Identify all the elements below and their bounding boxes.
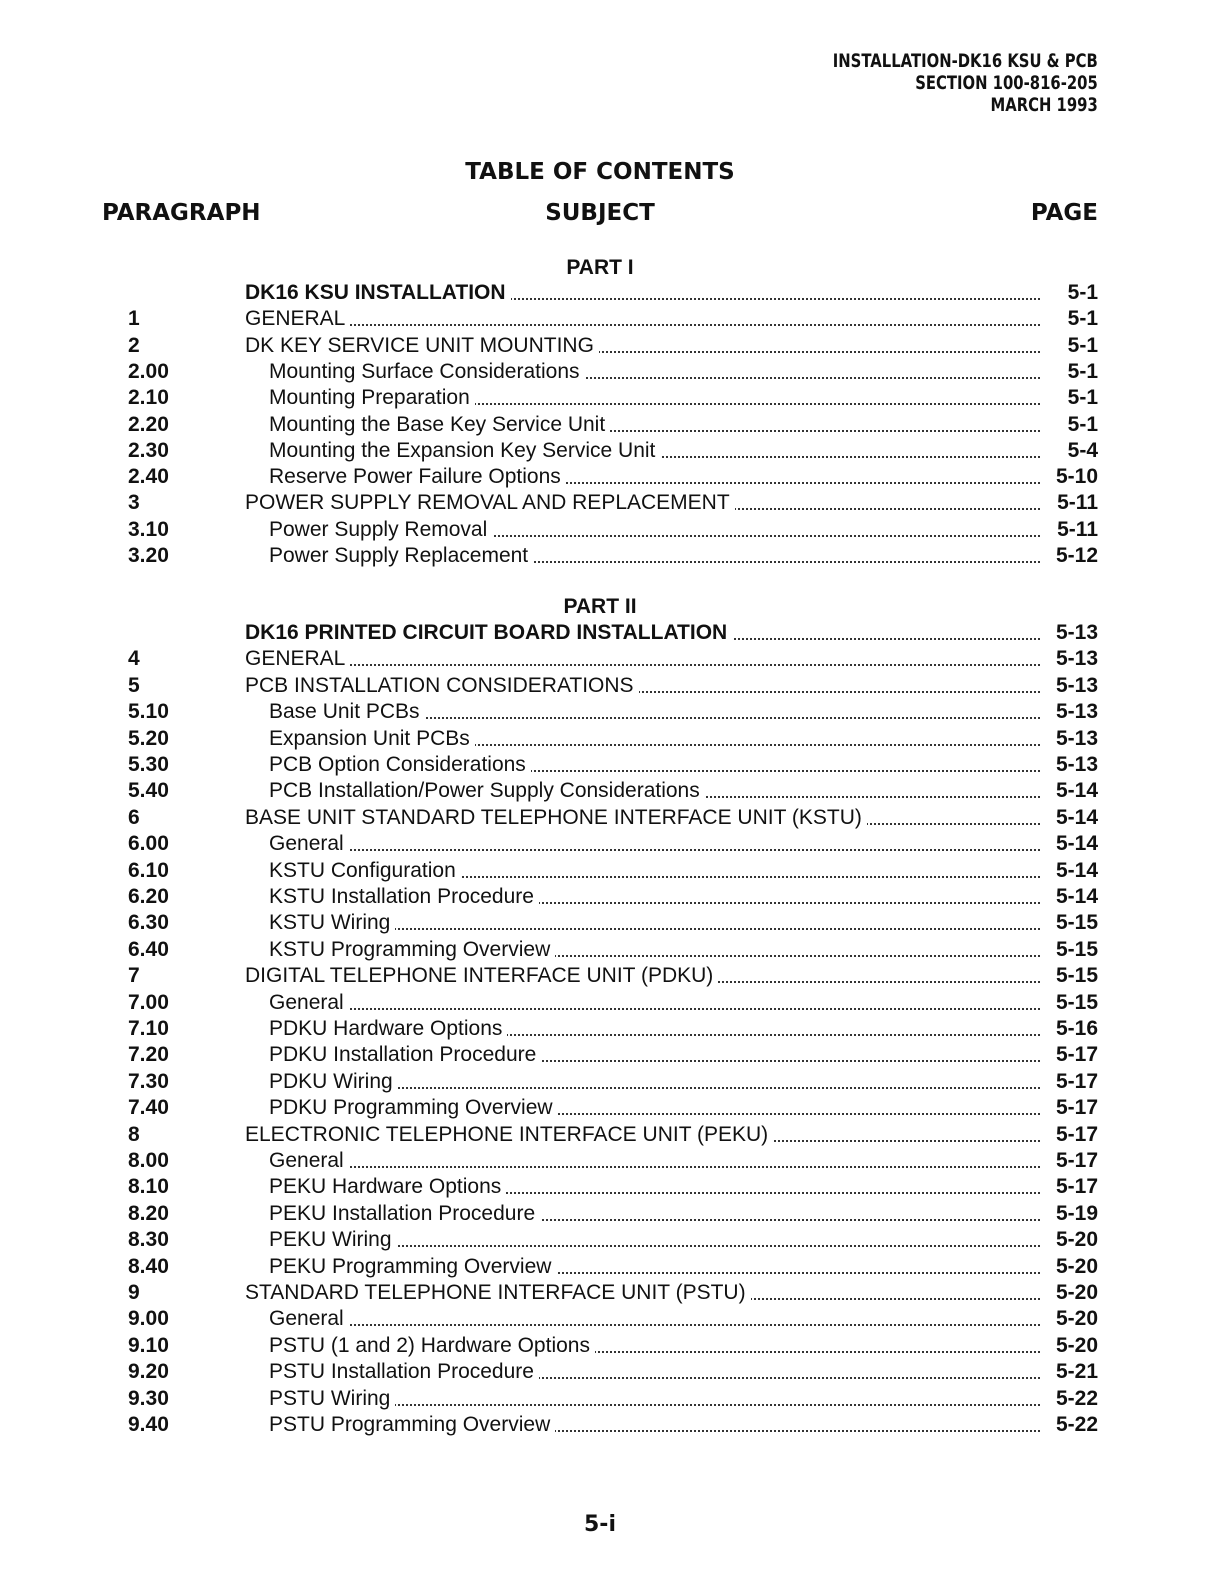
page-ref: 5-1 <box>1067 281 1098 304</box>
part-2-heading: PART II <box>563 595 637 618</box>
toc-row <box>0 699 1220 725</box>
column-heading-paragraph: PARAGRAPH <box>102 200 261 226</box>
page-ref: 5-4 <box>1067 438 1098 462</box>
page-ref: 5-12 <box>1055 544 1098 567</box>
paragraph-number: 8.30 <box>128 1228 169 1252</box>
toc-row <box>0 543 1220 569</box>
entry-subject: PEKU Installation Procedure <box>269 1202 540 1225</box>
entry-subject: Expansion Unit PCBs <box>269 727 475 750</box>
page-ref: 5-13 <box>1055 647 1098 671</box>
paragraph-number: 7.30 <box>128 1069 169 1093</box>
entry-subject: Mounting the Expansion Key Service Unit <box>269 439 660 462</box>
paragraph-number: 2.40 <box>128 465 169 489</box>
toc-row <box>0 1069 1220 1095</box>
toc-row <box>0 306 1220 332</box>
toc-entry <box>269 1069 1040 1095</box>
page-ref: 5-22 <box>1055 1413 1098 1436</box>
toc-row <box>0 1095 1220 1121</box>
toc-entry <box>269 1174 1040 1200</box>
header-line-3: MARCH 1993 <box>990 94 1098 116</box>
paragraph-number: 6 <box>128 805 140 829</box>
page-ref: 5-17 <box>1055 1175 1098 1199</box>
toc-entry <box>245 1122 1040 1148</box>
toc-entry <box>269 778 1040 804</box>
entry-subject: PSTU Wiring <box>269 1387 395 1410</box>
toc-entry <box>245 646 1040 672</box>
entry-subject: General <box>269 1307 349 1330</box>
toc-row <box>0 1227 1220 1253</box>
toc-entry <box>269 752 1040 778</box>
paragraph-number: 6.40 <box>128 937 169 961</box>
page-ref: 5-19 <box>1055 1201 1098 1225</box>
paragraph-number: 5 <box>128 673 140 697</box>
paragraph-number: 2 <box>128 333 140 357</box>
toc-entry <box>245 306 1040 332</box>
page-ref: 5-14 <box>1055 885 1098 908</box>
entry-subject: STANDARD TELEPHONE INTERFACE UNIT (PSTU) <box>245 1281 751 1304</box>
page-ref: 5-11 <box>1057 491 1098 515</box>
toc-row <box>0 620 1220 646</box>
document-header <box>833 50 1098 116</box>
page-ref: 5-14 <box>1055 858 1098 882</box>
page-ref: 5-17 <box>1055 1096 1098 1120</box>
paragraph-number: 9.30 <box>128 1386 169 1410</box>
toc-row <box>0 858 1220 884</box>
page-ref: 5-1 <box>1067 412 1098 436</box>
page-ref: 5-13 <box>1055 700 1098 724</box>
toc-row <box>0 490 1220 516</box>
page-title: TABLE OF CONTENTS <box>465 159 735 185</box>
page-ref: 5-14 <box>1055 832 1098 856</box>
page-ref: 5-13 <box>1055 726 1098 750</box>
paragraph-number: 8.40 <box>128 1254 169 1278</box>
page-ref: 5-14 <box>1055 805 1098 829</box>
toc-entry <box>269 412 1040 438</box>
toc-row <box>0 831 1220 857</box>
page-ref: 5-15 <box>1055 964 1098 988</box>
entry-subject: Mounting Surface Considerations <box>269 360 585 383</box>
page-ref: 5-15 <box>1055 911 1098 935</box>
toc-entry <box>269 726 1040 752</box>
entry-subject: POWER SUPPLY REMOVAL AND REPLACEMENT <box>245 491 735 514</box>
toc-row <box>0 1148 1220 1174</box>
header-line-2: SECTION 100-816-205 <box>915 72 1098 94</box>
page-ref: 5-13 <box>1055 753 1098 776</box>
page-ref: 5-1 <box>1067 386 1098 410</box>
page-ref: 5-13 <box>1055 621 1098 644</box>
toc-row <box>0 1386 1220 1412</box>
entry-subject: Reserve Power Failure Options <box>269 465 566 488</box>
paragraph-number: 6.20 <box>128 885 169 908</box>
page-ref: 5-17 <box>1055 1149 1098 1172</box>
entry-subject: GENERAL <box>245 307 350 330</box>
toc-row <box>0 412 1220 438</box>
entry-subject: PDKU Wiring <box>269 1070 398 1093</box>
paragraph-number: 6.00 <box>128 832 169 856</box>
paragraph-number: 2.10 <box>128 386 169 410</box>
header-line-1: INSTALLATION-DK16 KSU & PCB <box>832 50 1098 72</box>
entry-subject: Power Supply Replacement <box>269 544 533 567</box>
toc-entry <box>269 385 1040 411</box>
paragraph-number: 8.00 <box>128 1149 169 1172</box>
toc-entry <box>269 1359 1040 1385</box>
toc-entry <box>269 438 1040 464</box>
dot-leader <box>269 849 1040 851</box>
toc-row <box>0 937 1220 963</box>
toc-entry <box>269 831 1040 857</box>
paragraph-number: 7.40 <box>128 1096 169 1120</box>
dot-leader <box>269 1166 1040 1168</box>
toc-entry <box>269 1201 1040 1227</box>
entry-subject: KSTU Installation Procedure <box>269 885 539 908</box>
toc-entry <box>269 990 1040 1016</box>
entry-subject: PDKU Programming Overview <box>269 1096 558 1119</box>
toc-row <box>0 1412 1220 1438</box>
page-ref: 5-1 <box>1067 333 1098 357</box>
paragraph-number: 5.20 <box>128 726 169 750</box>
toc-row <box>0 673 1220 699</box>
entry-subject: DIGITAL TELEPHONE INTERFACE UNIT (PDKU) <box>245 964 718 987</box>
page-ref: 5-20 <box>1055 1307 1098 1331</box>
toc-row <box>0 517 1220 543</box>
page-ref: 5-17 <box>1055 1069 1098 1093</box>
entry-subject: PCB Installation/Power Supply Considerations <box>269 779 705 802</box>
paragraph-number: 5.40 <box>128 779 169 803</box>
paragraph-number: 6.10 <box>128 858 169 882</box>
toc-row <box>0 778 1220 804</box>
page-ref: 5-17 <box>1055 1043 1098 1067</box>
paragraph-number: 2.30 <box>128 438 169 462</box>
entry-subject: PSTU (1 and 2) Hardware Options <box>269 1334 595 1357</box>
page-ref: 5-14 <box>1055 779 1098 803</box>
toc-entry <box>245 490 1040 516</box>
toc-row <box>0 359 1220 385</box>
column-heading-page: PAGE <box>1030 200 1098 226</box>
paragraph-number: 4 <box>128 647 140 671</box>
page-ref: 5-13 <box>1055 673 1098 697</box>
entry-subject: PSTU Programming Overview <box>269 1413 555 1436</box>
toc-row <box>0 1174 1220 1200</box>
toc-entry <box>269 910 1040 936</box>
entry-subject: PCB Option Considerations <box>269 753 531 776</box>
entry-subject: KSTU Configuration <box>269 859 461 882</box>
toc-row <box>0 910 1220 936</box>
page-ref: 5-21 <box>1055 1360 1098 1384</box>
toc-row <box>0 333 1220 359</box>
paragraph-number: 7.20 <box>128 1043 169 1067</box>
entry-subject: PEKU Hardware Options <box>269 1175 506 1198</box>
dot-leader <box>269 1324 1040 1326</box>
entry-subject: Mounting the Base Key Service Unit <box>269 413 610 436</box>
entry-subject: PDKU Installation Procedure <box>269 1043 541 1066</box>
entry-subject: PEKU Programming Overview <box>269 1255 556 1278</box>
entry-subject: GENERAL <box>245 647 350 670</box>
page-ref: 5-15 <box>1055 990 1098 1014</box>
toc-entry <box>245 620 1040 646</box>
toc-entry <box>269 1333 1040 1359</box>
toc-row <box>0 1042 1220 1068</box>
page-ref: 5-20 <box>1055 1281 1098 1304</box>
entry-subject: PEKU Wiring <box>269 1228 397 1251</box>
toc-entry <box>245 673 1040 699</box>
page-ref: 5-16 <box>1055 1017 1098 1040</box>
paragraph-number: 2.20 <box>128 412 169 436</box>
entry-subject: General <box>269 991 349 1014</box>
paragraph-number: 8 <box>128 1122 140 1146</box>
paragraph-number: 3.20 <box>128 544 169 567</box>
paragraph-number: 3.10 <box>128 517 169 541</box>
toc-entry <box>269 858 1040 884</box>
entry-subject: DK16 PRINTED CIRCUIT BOARD INSTALLATION <box>245 621 732 644</box>
paragraph-number: 3 <box>128 491 140 515</box>
column-heading-subject: SUBJECT <box>545 200 655 226</box>
page-ref: 5-11 <box>1057 517 1098 541</box>
paragraph-number: 7.10 <box>128 1017 169 1040</box>
toc-entry <box>269 699 1040 725</box>
toc-entry <box>269 1254 1040 1280</box>
page-ref: 5-15 <box>1055 937 1098 961</box>
entry-subject: PCB INSTALLATION CONSIDERATIONS <box>245 674 639 697</box>
paragraph-number: 9 <box>128 1281 140 1304</box>
paragraph-number: 1 <box>128 307 140 331</box>
toc-row <box>0 1201 1220 1227</box>
toc-entry <box>269 1042 1040 1068</box>
page-ref: 5-1 <box>1067 359 1098 383</box>
entry-subject: General <box>269 1149 349 1172</box>
toc-row <box>0 990 1220 1016</box>
toc-entry <box>269 937 1040 963</box>
page-ref: 5-10 <box>1055 465 1098 489</box>
toc-row <box>0 1359 1220 1385</box>
toc-entry <box>269 517 1040 543</box>
toc-row <box>0 464 1220 490</box>
toc-row <box>0 646 1220 672</box>
dot-leader <box>269 1008 1040 1010</box>
paragraph-number: 8.10 <box>128 1175 169 1199</box>
paragraph-number: 7 <box>128 964 140 988</box>
toc-row <box>0 280 1220 306</box>
toc-entry <box>269 543 1040 569</box>
entry-subject: KSTU Programming Overview <box>269 938 555 961</box>
toc-row <box>0 805 1220 831</box>
entry-subject: BASE UNIT STANDARD TELEPHONE INTERFACE UNIT (KSTU) <box>245 806 867 829</box>
toc-entry <box>245 963 1040 989</box>
toc-row <box>0 385 1220 411</box>
page-ref: 5-17 <box>1055 1122 1098 1146</box>
toc-row <box>0 1016 1220 1042</box>
entry-subject: Power Supply Removal <box>269 518 492 541</box>
toc-row <box>0 438 1220 464</box>
toc-entry <box>245 280 1040 306</box>
toc-entry <box>269 1095 1040 1121</box>
toc-row <box>0 1280 1220 1306</box>
page-ref: 5-22 <box>1055 1386 1098 1410</box>
toc-entry <box>269 884 1040 910</box>
toc-row <box>0 752 1220 778</box>
toc-row <box>0 1306 1220 1332</box>
toc-entry <box>269 1016 1040 1042</box>
page-ref: 5-20 <box>1055 1333 1098 1357</box>
toc-entry <box>269 1148 1040 1174</box>
toc-row <box>0 1333 1220 1359</box>
paragraph-number: 9.40 <box>128 1413 169 1436</box>
entry-subject: KSTU Wiring <box>269 911 395 934</box>
paragraph-number: 5.10 <box>128 700 169 724</box>
toc-entry <box>269 359 1040 385</box>
entry-subject: PSTU Installation Procedure <box>269 1360 539 1383</box>
entry-subject: PDKU Hardware Options <box>269 1017 507 1040</box>
paragraph-number: 2.00 <box>128 359 169 383</box>
page-number-footer: 5-i <box>584 1512 616 1537</box>
part-1-heading: PART I <box>566 256 634 279</box>
paragraph-number: 9.00 <box>128 1307 169 1331</box>
page-ref: 5-1 <box>1067 307 1098 331</box>
dot-leader <box>245 664 1040 666</box>
toc-row <box>0 1122 1220 1148</box>
paragraph-number: 6.30 <box>128 911 169 935</box>
entry-subject: Mounting Preparation <box>269 386 475 409</box>
entry-subject: Base Unit PCBs <box>269 700 425 723</box>
entry-subject: General <box>269 832 349 855</box>
toc-entry <box>269 1227 1040 1253</box>
toc-row <box>0 1254 1220 1280</box>
entry-subject: ELECTRONIC TELEPHONE INTERFACE UNIT (PEKU) <box>245 1123 773 1146</box>
toc-entry <box>269 1306 1040 1332</box>
page-ref: 5-20 <box>1055 1228 1098 1252</box>
toc-entry <box>245 333 1040 359</box>
entry-subject: DK KEY SERVICE UNIT MOUNTING <box>245 334 599 357</box>
paragraph-number: 7.00 <box>128 990 169 1014</box>
toc-entry <box>245 1280 1040 1306</box>
toc-row <box>0 884 1220 910</box>
paragraph-number: 5.30 <box>128 753 169 776</box>
paragraph-number: 9.20 <box>128 1360 169 1384</box>
toc-row <box>0 963 1220 989</box>
page-ref: 5-20 <box>1055 1254 1098 1278</box>
paragraph-number: 8.20 <box>128 1201 169 1225</box>
toc-entry <box>269 464 1040 490</box>
paragraph-number: 9.10 <box>128 1333 169 1357</box>
dot-leader <box>245 324 1040 326</box>
toc-entry <box>269 1386 1040 1412</box>
toc-row <box>0 726 1220 752</box>
toc-entry <box>269 1412 1040 1438</box>
toc-entry <box>245 805 1040 831</box>
entry-subject: DK16 KSU INSTALLATION <box>245 281 511 304</box>
